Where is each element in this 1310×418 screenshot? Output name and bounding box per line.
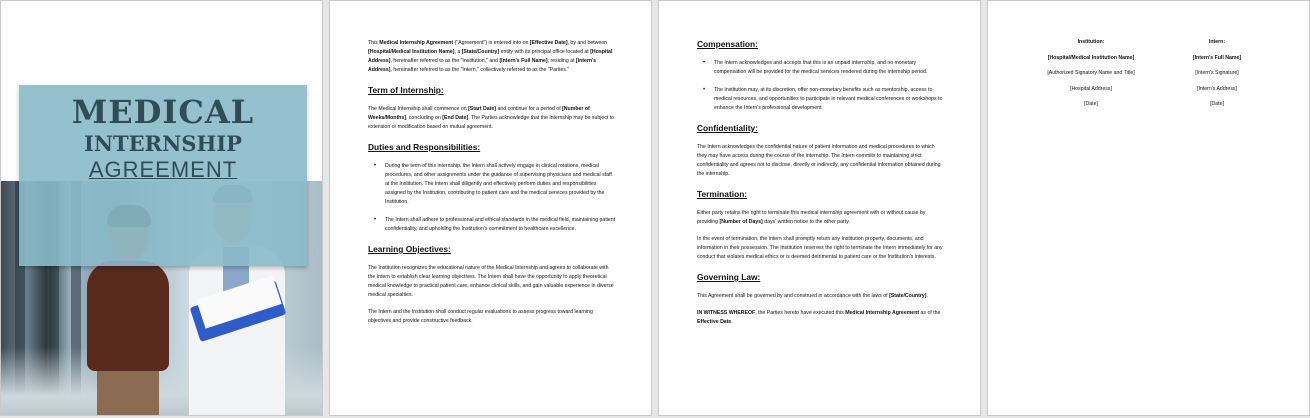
bold-text: IN WITNESS WHEREOF bbox=[697, 310, 756, 316]
text-run: The Medical Internship shall commence on bbox=[368, 106, 469, 112]
intro-paragraph bbox=[368, 39, 616, 75]
bullet-icon: • bbox=[374, 217, 377, 223]
text-run: , hereinafter referred to as the "Intern," collectively referred to as the "Parties." bbox=[390, 67, 570, 73]
bold-text: Effective Date bbox=[697, 319, 732, 325]
bold-text: Medical Internship Agreement bbox=[379, 40, 454, 46]
learning-paragraph-2: The Intern and the Institution shall conduct regular evaluations to assess progress toward learning objectives and provide constructive feedback. bbox=[368, 309, 593, 324]
text-run: , by and between bbox=[567, 40, 608, 46]
bold-text: [Start Date] bbox=[468, 106, 497, 112]
text-run: as of the bbox=[919, 310, 941, 316]
heading-governing-law: Governing Law: bbox=[697, 272, 761, 282]
page-3-content bbox=[697, 39, 945, 335]
bold-text: [Number of Weeks/Months] bbox=[368, 106, 590, 121]
termination-paragraph-2: In the event of termination, the Intern shall promptly return any Institution property, documents, and information in their possession. The Institution reserves the right to terminate the Intern immediately for any conduct that violates medical ethics or is deemed detrimental to patient care or the Institution's interests. bbox=[697, 236, 943, 260]
heading-term: Term of Internship: bbox=[368, 85, 444, 95]
confidentiality-paragraph: The Intern acknowledges the confidential nature of patient information and medical procedures to which they may have access during the course of the internship. The Intern commits to maintaining strict confidentiality and agrees not to disclose, directly or indirectly, any confidential information obtained during the internship. bbox=[697, 144, 941, 177]
text-run: This Agreement shall be governed by and construed in accordance with the laws of bbox=[697, 293, 890, 299]
heading-confidentiality: Confidentiality: bbox=[697, 123, 758, 133]
bold-text: [State/Country] bbox=[889, 293, 927, 299]
text-run: This bbox=[368, 40, 380, 46]
text-run: , concluding on bbox=[405, 115, 443, 121]
text-run: , the Parties hereto have executed this bbox=[755, 310, 846, 316]
intern-date: [Date] bbox=[1210, 101, 1224, 107]
page-4 bbox=[987, 0, 1310, 416]
list-item bbox=[368, 216, 616, 234]
compensation-list bbox=[697, 59, 945, 113]
governing-law-paragraph bbox=[697, 292, 945, 301]
bold-text: Medical Internship Agreement bbox=[845, 310, 920, 316]
intern-signature-block bbox=[1142, 38, 1292, 116]
compensation-text: The Institution may, at its discretion, offer non-monetary benefits such as mentorship, access to medical resources, and opportunities to participate in relevant medical conferences or workshops to enhance the Intern's professional development. bbox=[714, 87, 943, 111]
intern-address: [Intern's Address] bbox=[1197, 85, 1237, 92]
learning-paragraph-1: The Institution recognizes the educational nature of the Medical Internship and agrees to collaborate with the Intern to establish clear learning objectives. The Intern shall have the opportunity to apply theoretical medical knowledge to practical patient care, enhance clinical skills, and gain valuable experience in diverse medical specialties. bbox=[368, 265, 614, 298]
text-run: . bbox=[731, 319, 733, 325]
bullet-icon: • bbox=[703, 87, 706, 93]
intern-name: [Intern's Full Name] bbox=[1192, 54, 1242, 61]
text-run: and continue for a period of bbox=[496, 106, 563, 112]
term-paragraph bbox=[368, 105, 616, 132]
page-2-content bbox=[368, 39, 616, 334]
duty-text: During the term of this internship, the Intern shall actively engage in clinical rotations, medical procedures, and other assignments under the guidance of supervising physicians and medical staff at the Institution. The Intern shall diligently and effectively perform duties and responsibilities assigned by the Institution, contributing to patient care and the medical services provided by the Institution. bbox=[385, 163, 612, 205]
bold-text: [Number of Days] bbox=[719, 219, 763, 225]
intern-label: Intern: bbox=[1208, 39, 1226, 45]
bullet-icon: • bbox=[374, 163, 377, 169]
bold-text: [State/Country] bbox=[461, 49, 500, 55]
text-run: , a bbox=[454, 49, 462, 55]
intern-signature: [Intern's Signature] bbox=[1195, 70, 1239, 76]
institution-address: [Hospital Address] bbox=[1070, 85, 1112, 92]
bold-text: [End Date] bbox=[442, 115, 469, 121]
text-run: , residing at bbox=[547, 58, 576, 64]
institution-label: Institution: bbox=[1077, 39, 1105, 45]
institution-name: [Hospital/Medical Institution Name] bbox=[1047, 54, 1135, 61]
cover-title-box bbox=[19, 85, 307, 266]
intern-figure bbox=[97, 367, 159, 416]
bold-text: [Effective Date] bbox=[529, 40, 568, 46]
witness-paragraph bbox=[697, 309, 945, 327]
page-3 bbox=[658, 0, 981, 416]
intern-figure bbox=[87, 261, 169, 371]
cover-title-line1: MEDICAL bbox=[71, 93, 255, 131]
cover-title-line2: INTERNSHIP bbox=[84, 131, 242, 156]
bullet-icon: • bbox=[703, 60, 706, 66]
list-item bbox=[697, 59, 945, 77]
heading-learning: Learning Objectives: bbox=[368, 244, 451, 254]
text-run: entity with its principal office located at bbox=[499, 49, 591, 55]
duties-list bbox=[368, 162, 616, 234]
bold-text: [Hospital/Medical Institution Name] bbox=[368, 49, 455, 55]
heading-termination: Termination: bbox=[697, 189, 748, 199]
text-run: , hereinafter referred to as the "Institution," and bbox=[390, 58, 500, 64]
bold-text: [Intern's Address] bbox=[368, 58, 597, 73]
list-item bbox=[697, 86, 945, 113]
text-run: days' written notice to the other party. bbox=[762, 219, 850, 225]
page-2 bbox=[329, 0, 652, 416]
heading-duties: Duties and Responsibilities: bbox=[368, 142, 481, 152]
bold-text: [Intern's Full Name] bbox=[499, 58, 548, 64]
duty-text: The Intern shall adhere to professional and ethical standards in the medical field, maintaining patient confidentiality, and upholding the Institution's commitment to healthcare excellence. bbox=[385, 217, 616, 232]
cover-title-line3: AGREEMENT bbox=[88, 157, 238, 182]
bold-text: [Hospital Address] bbox=[368, 49, 613, 64]
termination-paragraph-1 bbox=[697, 209, 945, 227]
text-run: . bbox=[926, 293, 928, 299]
text-run: ("Agreement") is entered into on bbox=[453, 40, 530, 46]
heading-compensation: Compensation: bbox=[697, 39, 758, 49]
cover-page bbox=[0, 0, 323, 416]
institution-date: [Date] bbox=[1084, 101, 1098, 107]
text-run: . The Parties acknowledge that the internship may be subject to extension or modification based on mutual agreement. bbox=[368, 115, 615, 130]
compensation-text: The Intern acknowledges and accepts that this is an unpaid internship, and no monetary compensation will be provided for the medical services rendered during the internship period. bbox=[714, 60, 928, 75]
list-item bbox=[368, 162, 616, 207]
institution-signatory: [Authorized Signatory Name and Title] bbox=[1047, 70, 1135, 76]
text-run: Either party retains the right to terminate this medical internship agreement with or without cause by providing bbox=[697, 210, 926, 225]
